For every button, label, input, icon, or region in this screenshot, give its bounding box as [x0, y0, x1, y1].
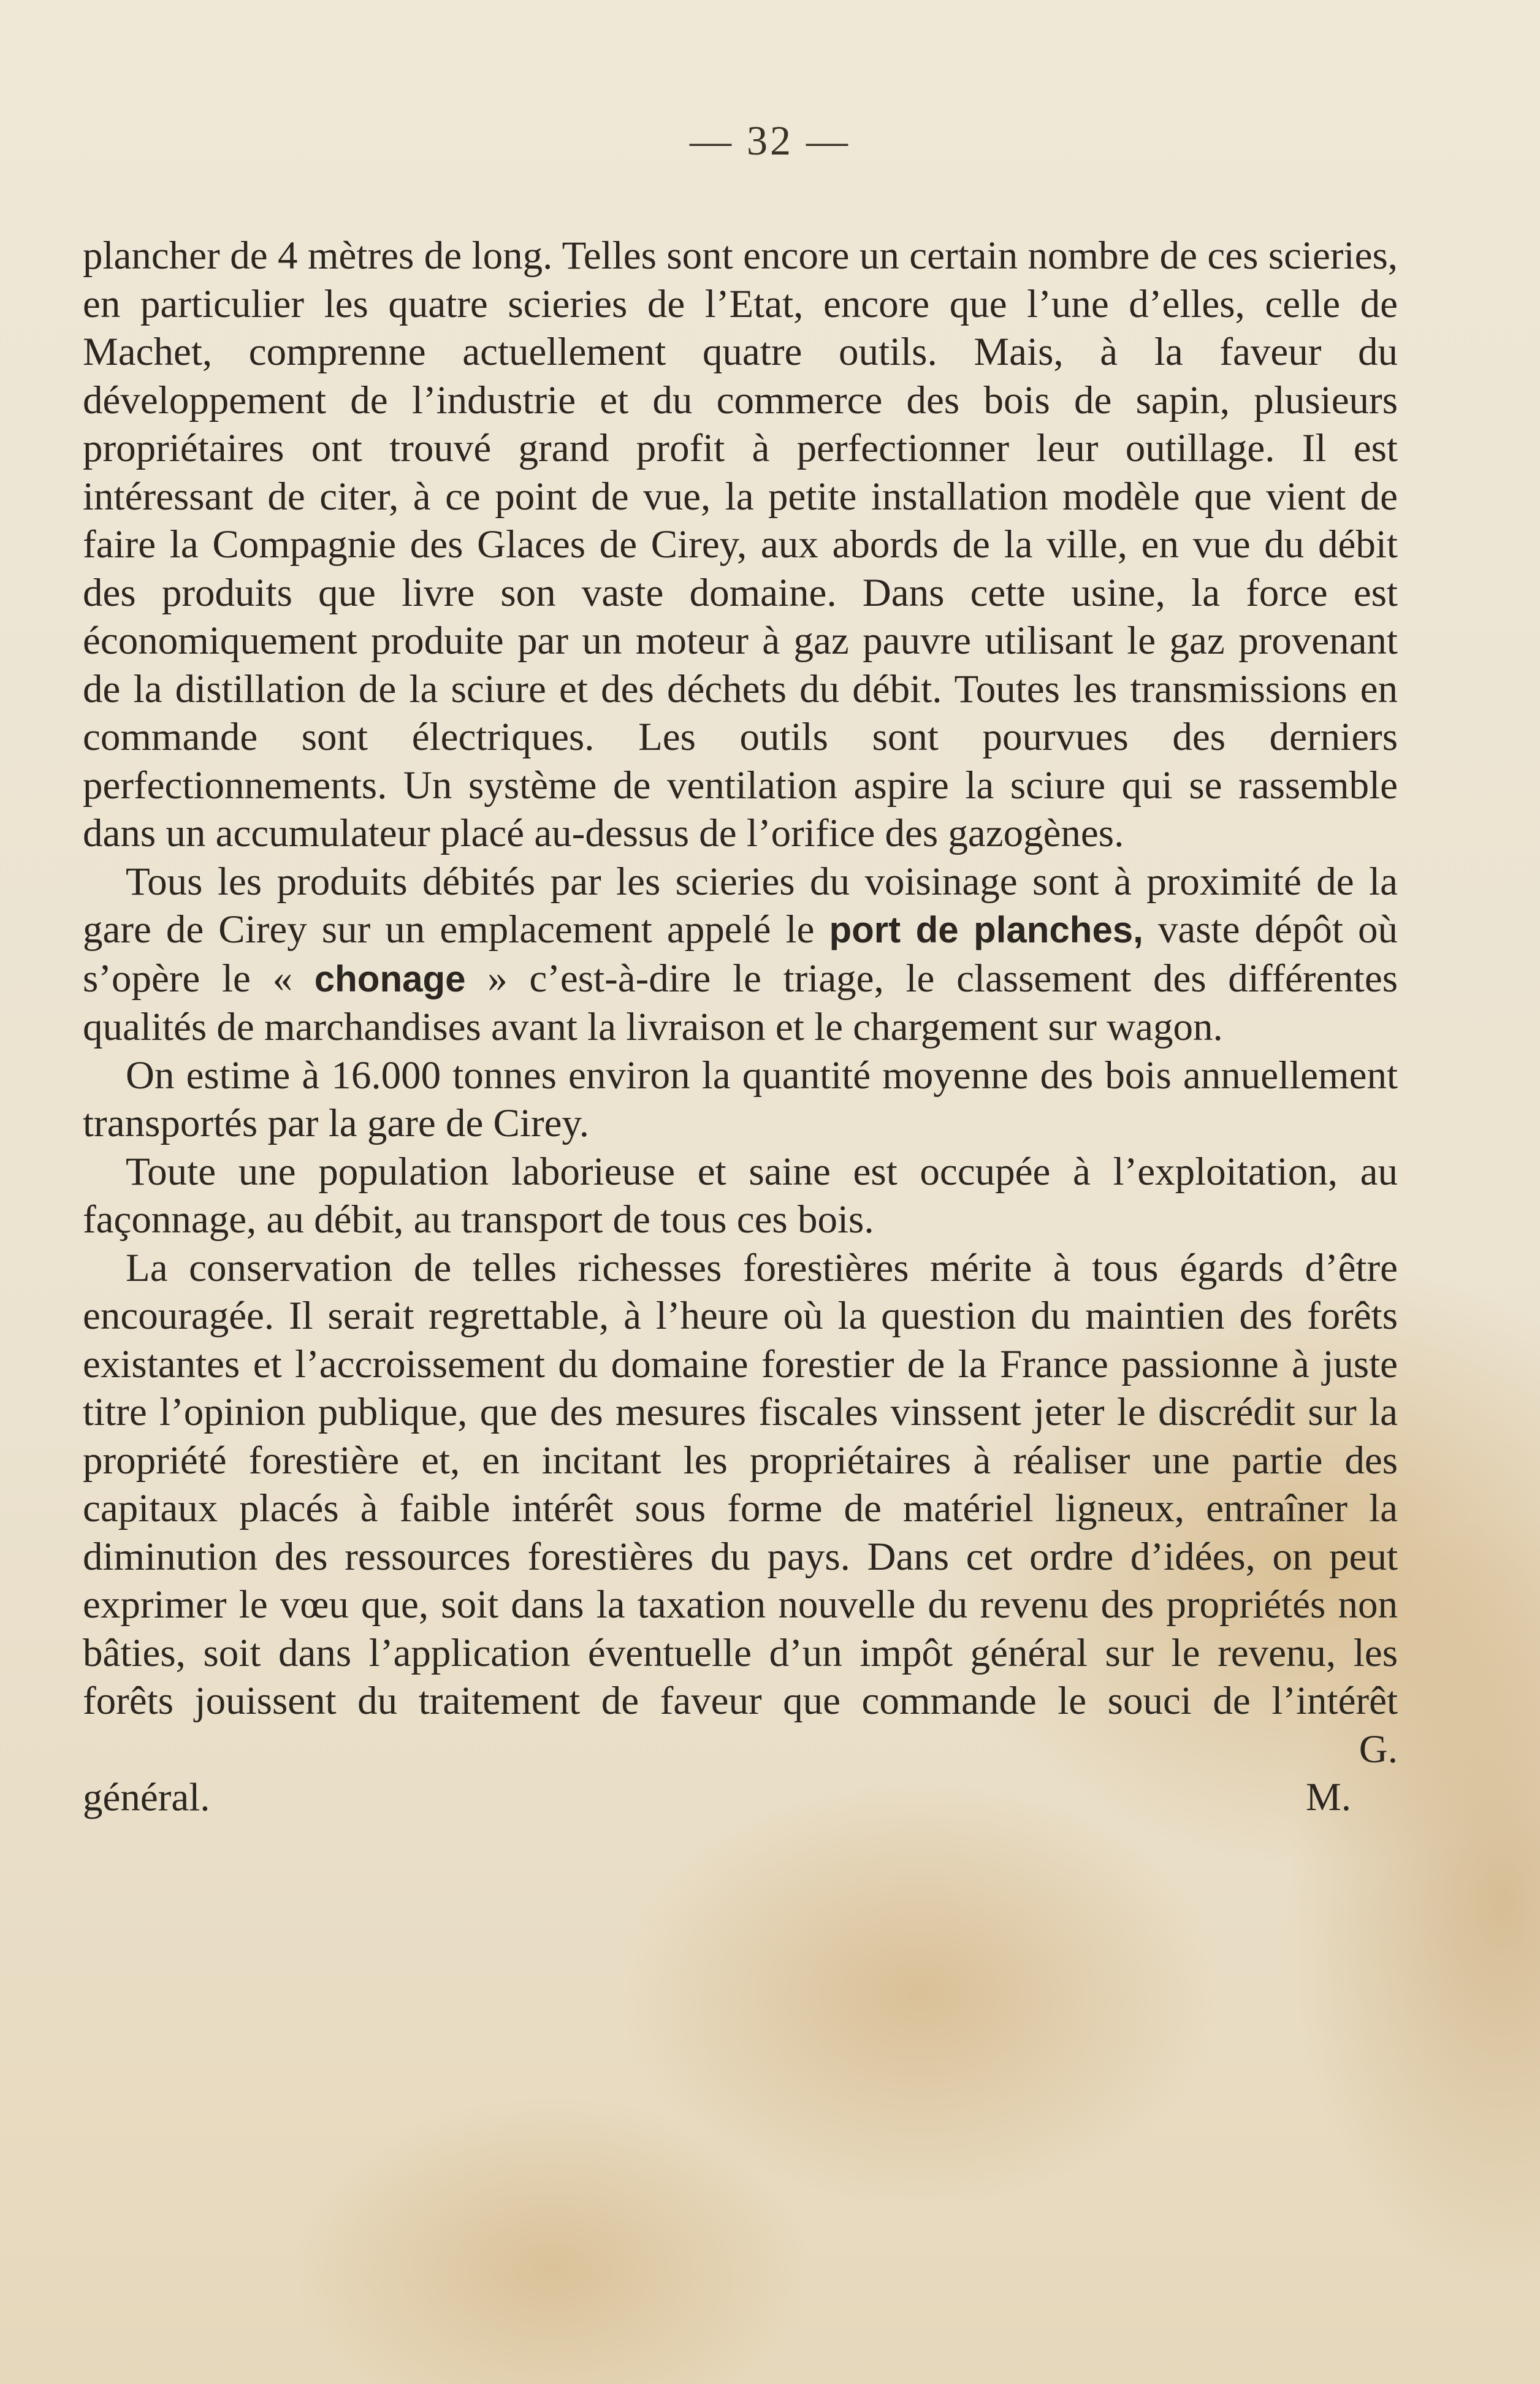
paragraph-1: plancher de 4 mètres de long. Telles sont encore un certain nombre de ces scieries, en particulier les quatre scieries de l’Etat, encore que l’une d’elles, celle de Machet, comprenne actuellement quatre outils. Mais, à la faveur du développement de l’industrie et du commerce des bois de sapin, plusieurs propriétaires ont trouvé grand profit à perfectionner leur outillage. Il est intéressant de citer, à ce point de vue, la petite installation modèle que vient de faire la Compagnie des Glaces de Cirey, aux abords de la ville, en vue du débit des produits que livre son vaste domaine. Dans cette usine, la force est économiquement produite par un moteur à gaz pauvre utilisant le gaz provenant de la distillation de la sciure et des déchets du débit. Toutes les transmissions en commande sont électriques. Les outils sont pourvues des derniers perfectionnements. Un système de ventilation aspire la sciure qui se rassemble dans un accumulateur placé au-dessus de l’orifice des gazogènes.: [83, 234, 1398, 855]
paragraph-5-text: La conservation de telles richesses forestières mérite à tous égards d’être encouragée. Il serait regrettable, à l’heure où la question du maintien des forêts existantes et l’accroissement du domaine forestier de la France passionne à juste titre l’opinion publique, que des mesures fiscales vinssent jeter le discrédit sur la propriété forestière et, en incitant les propriétaires à réaliser une partie des capitaux placés à faible intérêt sous forme de matériel ligneux, entraîner la diminution des ressources forestières du pays. Dans cet ordre d’idées, on peut exprimer le vœu que, soit dans la taxation nouvelle du revenu des propriétés non bâties, soit dans l’application éventuelle d’un impôt général sur le revenu, les forêts jouissent du traitement de faveur que commande le souci de l’intérêt général.: [83, 1245, 1398, 1819]
term-port-de-planches: port de planches,: [829, 909, 1143, 950]
paragraph-4: Toute une population laborieuse et saine est occupée à l’exploitation, au façonnage, au débit, au transport de tous ces bois.: [83, 1149, 1398, 1242]
paragraph-2-text-a: Tous les produits débités par les scieries du voisinage sont à proximité de la gare de Cirey sur un emplacement appelé le: [83, 859, 1398, 952]
paragraph-2-text-c: vaste dépôt où s’opère le «: [83, 907, 1398, 1001]
term-chonage: chonage: [314, 958, 466, 999]
signature: G. M.: [1306, 1727, 1398, 1819]
page-number: — 32 —: [690, 117, 850, 164]
paragraph-2-text-e: » c’est-à-dire le triage, le classement des différentes qualités de marchandises avant la livraison et le chargement sur wagon.: [83, 956, 1398, 1049]
paragraph-2: [83, 858, 1398, 1052]
paragraph-5: [83, 1244, 1398, 1822]
paragraph-3: On estime à 16.000 tonnes environ la quantité moyenne des bois annuellement transportés par la gare de Cirey.: [83, 1053, 1398, 1145]
body-text: [83, 232, 1398, 1822]
